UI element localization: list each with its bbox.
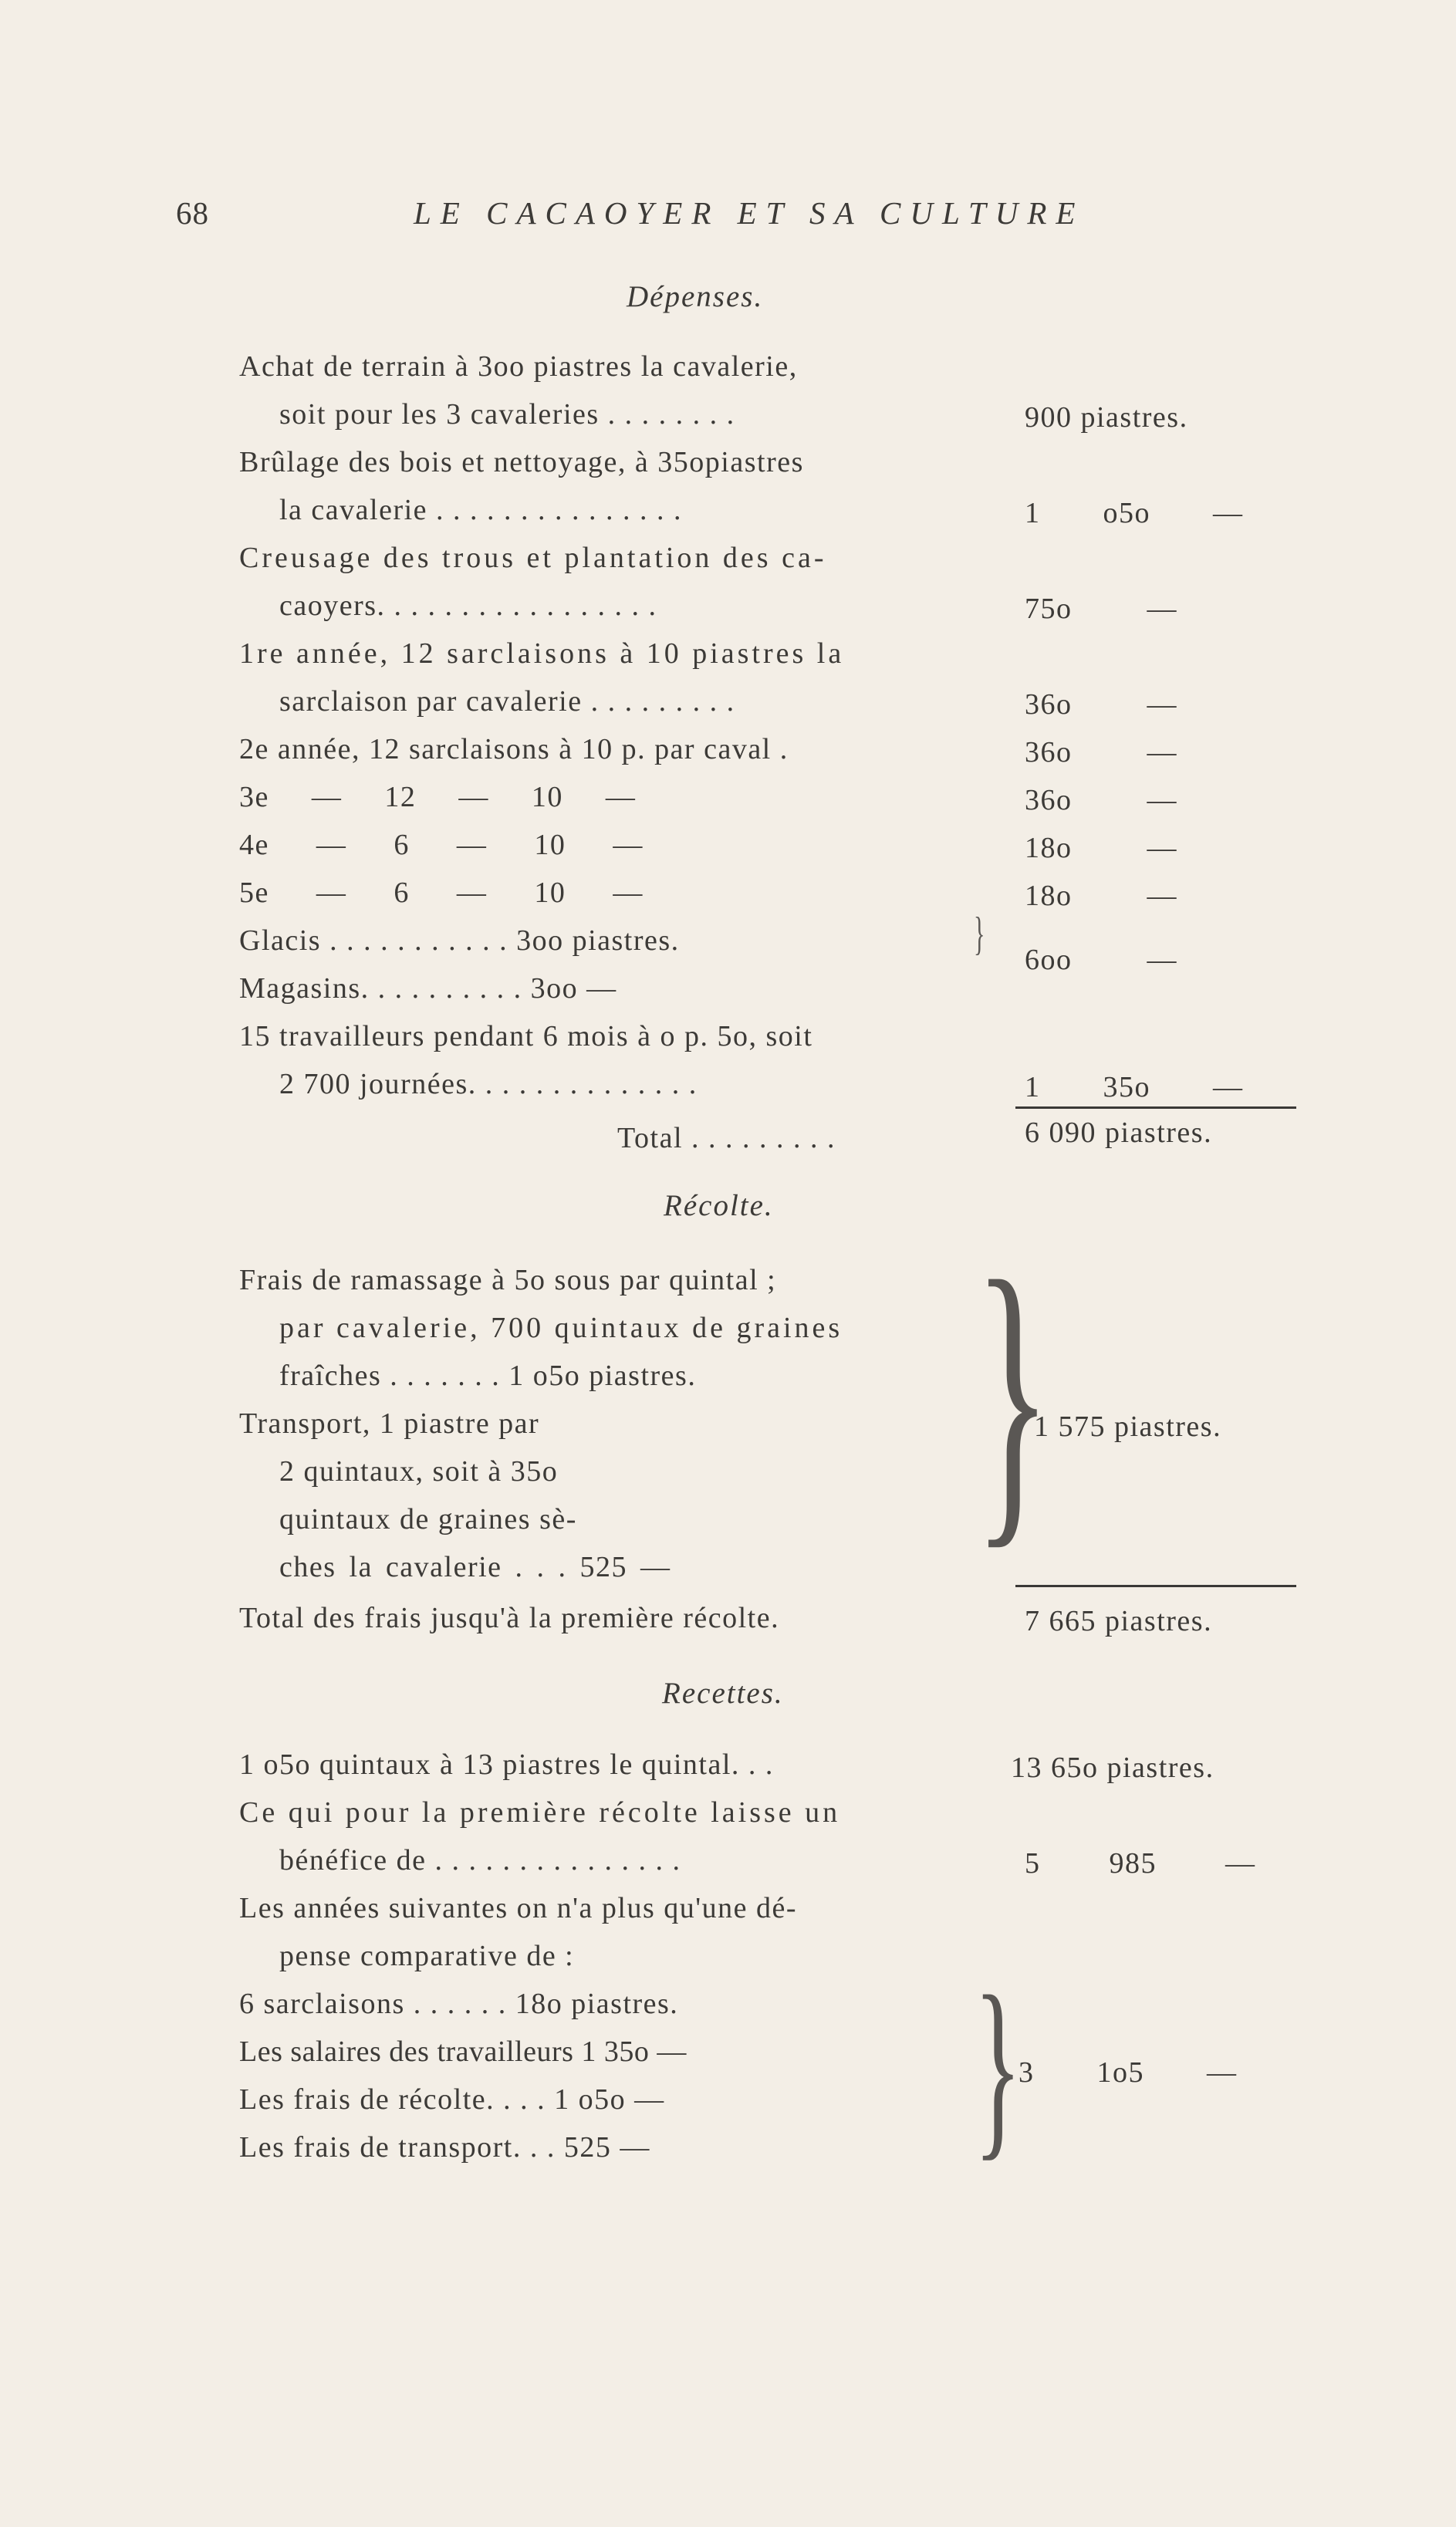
receipt-line: pense comparative de : — [279, 1940, 575, 1972]
receipt-line: Les années suivantes on n'a plus qu'une dé- — [239, 1892, 797, 1924]
harvest-line: fraîches . . . . . . . 1 o5o piastres. — [279, 1360, 697, 1392]
expense-line: 15 travailleurs pendant 6 mois à o p. 5o, soit — [239, 1020, 813, 1052]
brace: } — [974, 1215, 1052, 1574]
expense-amount: 36o — — [1025, 736, 1177, 769]
receipt-line: bénéfice de . . . . . . . . . . . . . . . — [279, 1844, 681, 1877]
harvest-line: ches la cavalerie . . . 525 — — [279, 1551, 671, 1583]
expense-amount: 6oo — — [1025, 944, 1177, 976]
expense-line: Glacis . . . . . . . . . . . 3oo piastres. — [239, 924, 680, 957]
harvest-line: quintaux de graines sè- — [279, 1503, 577, 1535]
receipt-amount: 13 65o piastres. — [1011, 1752, 1214, 1784]
receipt-amount: 3 1o5 — — [1019, 2056, 1238, 2089]
expense-amount: 75o — — [1025, 593, 1177, 625]
expense-line: 2e année, 12 sarclaisons à 10 p. par caval . — [239, 733, 789, 765]
receipt-line: Les frais de transport. . . 525 — — [239, 2131, 650, 2164]
expense-line: Achat de terrain à 3oo piastres la cavalerie, — [239, 350, 798, 383]
expense-amount: 900 piastres. — [1025, 401, 1188, 434]
harvest-line: par cavalerie, 700 quintaux de graines — [279, 1312, 843, 1344]
expense-amount: 36o — — [1025, 688, 1177, 721]
total-rule — [1015, 1106, 1296, 1109]
running-title: LE CACAOYER ET SA CULTURE — [414, 195, 1085, 231]
harvest-amount: 1 575 piastres. — [1034, 1410, 1222, 1443]
receipt-amount: 5 985 — — [1025, 1847, 1256, 1880]
expense-line: soit pour les 3 cavaleries . . . . . . . . — [279, 398, 735, 431]
receipt-line: 1 o5o quintaux à 13 piastres le quintal. . . — [239, 1748, 774, 1781]
harvest-line: Frais de ramassage à 5o sous par quintal ; — [239, 1264, 777, 1296]
expense-amount: 1 35o — — [1025, 1071, 1244, 1103]
receipt-line: Les salaires des travailleurs 1 35o — — [239, 2035, 687, 2068]
expense-line: Magasins. . . . . . . . . . 3oo — — [239, 972, 617, 1005]
expense-amount: 36o — — [1025, 784, 1177, 816]
receipt-line: 6 sarclaisons . . . . . . 18o piastres. — [239, 1988, 679, 2020]
section-heading-recolte: Récolte. — [664, 1189, 774, 1222]
expense-line: 4e — 6 — 10 — — [239, 829, 644, 861]
receipt-line: Ce qui pour la première récolte laisse un — [239, 1796, 841, 1829]
expense-amount: 1 o5o — — [1025, 497, 1244, 529]
expense-line: caoyers. . . . . . . . . . . . . . . . . — [279, 590, 657, 622]
expense-line: 5e — 6 — 10 — — [239, 877, 644, 909]
total-rule — [1015, 1585, 1296, 1587]
harvest-line: Transport, 1 piastre par — [239, 1407, 540, 1440]
expense-amount: 18o — — [1025, 880, 1177, 912]
expense-line: la cavalerie . . . . . . . . . . . . . . . — [279, 494, 683, 526]
expense-total-amount: 6 090 piastres. — [1025, 1117, 1213, 1149]
brace: } — [974, 908, 985, 959]
harvest-total-label: Total des frais jusqu'à la première récolte. — [239, 1602, 780, 1634]
expense-line: Creusage des trous et plantation des ca- — [239, 542, 827, 574]
harvest-line: 2 quintaux, soit à 35o — [279, 1455, 559, 1488]
expense-line: Brûlage des bois et nettoyage, à 35opiastres — [239, 446, 804, 478]
brace: } — [974, 1955, 1022, 2177]
harvest-total-amount: 7 665 piastres. — [1025, 1605, 1213, 1637]
receipt-line: Les frais de récolte. . . . 1 o5o — — [239, 2083, 665, 2116]
expense-amount: 18o — — [1025, 832, 1177, 864]
expense-line: 2 700 journées. . . . . . . . . . . . . . — [279, 1068, 698, 1100]
section-heading-recettes: Recettes. — [662, 1677, 784, 1710]
section-heading-depenses: Dépenses. — [627, 280, 764, 313]
expense-line: sarclaison par cavalerie . . . . . . . . . — [279, 685, 735, 718]
expense-total-label: Total . . . . . . . . . — [617, 1122, 836, 1154]
expense-line: 1re année, 12 sarclaisons à 10 piastres la — [239, 637, 845, 670]
page-number: 68 — [176, 195, 209, 231]
expense-line: 3e — 12 — 10 — — [239, 781, 637, 813]
